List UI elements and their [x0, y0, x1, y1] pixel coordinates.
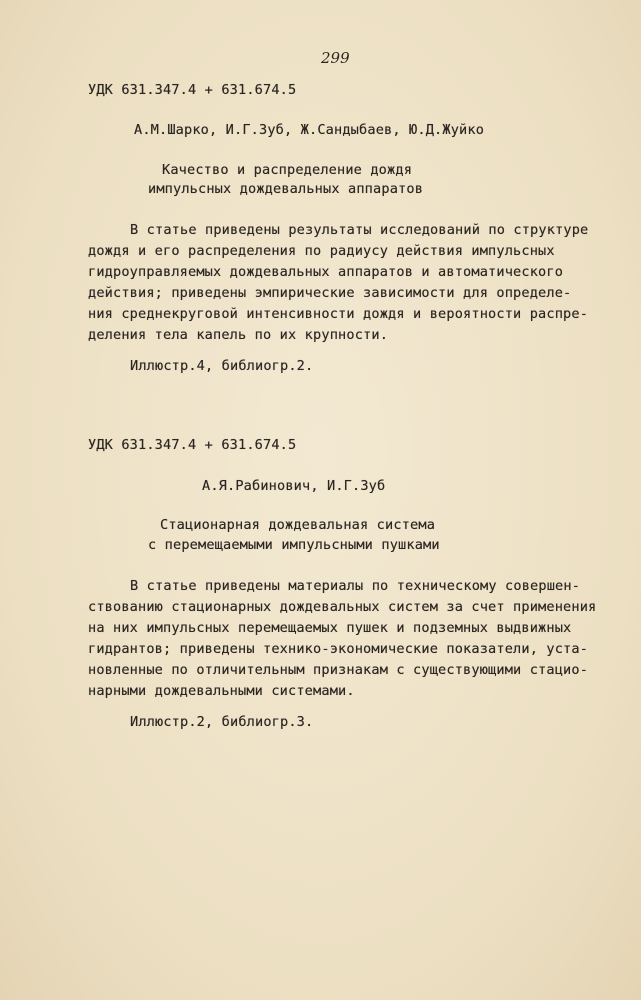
abstract-text-line: гидроуправляемых дождевальных аппаратов и автоматического: [88, 264, 564, 280]
authors: А.М.Шарко, И.Г.Зуб, Ж.Сандыбаев, Ю.Д.Жуйко: [134, 122, 485, 138]
article-title-line: Качество и распределение дождя: [162, 162, 413, 178]
illustrations-note: Иллюстр.2, библиогр.3.: [130, 714, 314, 730]
abstract-text-line: ствованию стационарных дождевальных систем за счет применения: [88, 599, 597, 615]
abstract-text-line: новленные по отличительным признакам с существующими стацио-: [88, 662, 589, 678]
article-title-line: с перемещаемыми импульсными пушками: [148, 537, 440, 553]
authors: А.Я.Рабинович, И.Г.Зуб: [202, 478, 386, 494]
abstract-text-line: гидрантов; приведены технико-экономические показатели, уста-: [88, 641, 589, 657]
article-title-line: Стационарная дождевальная система: [160, 517, 436, 533]
udc-code: УДК 631.347.4 + 631.674.5: [88, 82, 297, 98]
abstract-text-line: В статье приведены материалы по техническому совершен-: [130, 578, 581, 594]
page-number: 299: [321, 49, 350, 67]
udc-code: УДК 631.347.4 + 631.674.5: [88, 437, 297, 453]
abstract-text-line: на них импульсных перемещаемых пушек и подземных выдвижных: [88, 620, 572, 636]
abstract-text-line: дождя и его распределения по радиусу действия импульсных: [88, 243, 555, 259]
abstract-text-line: нарными дождевальными системами.: [88, 683, 355, 699]
illustrations-note: Иллюстр.4, библиогр.2.: [130, 358, 314, 374]
abstract-text-line: действия; приведены эмпирические зависимости для определе-: [88, 285, 572, 301]
article-title-line: импульсных дождевальных аппаратов: [148, 181, 424, 197]
abstract-text-line: деления тела капель по их крупности.: [88, 327, 389, 343]
abstract-text-line: В статье приведены результаты исследований по структуре: [130, 222, 589, 238]
abstract-text-line: ния среднекруговой интенсивности дождя и вероятности распре-: [88, 306, 589, 322]
